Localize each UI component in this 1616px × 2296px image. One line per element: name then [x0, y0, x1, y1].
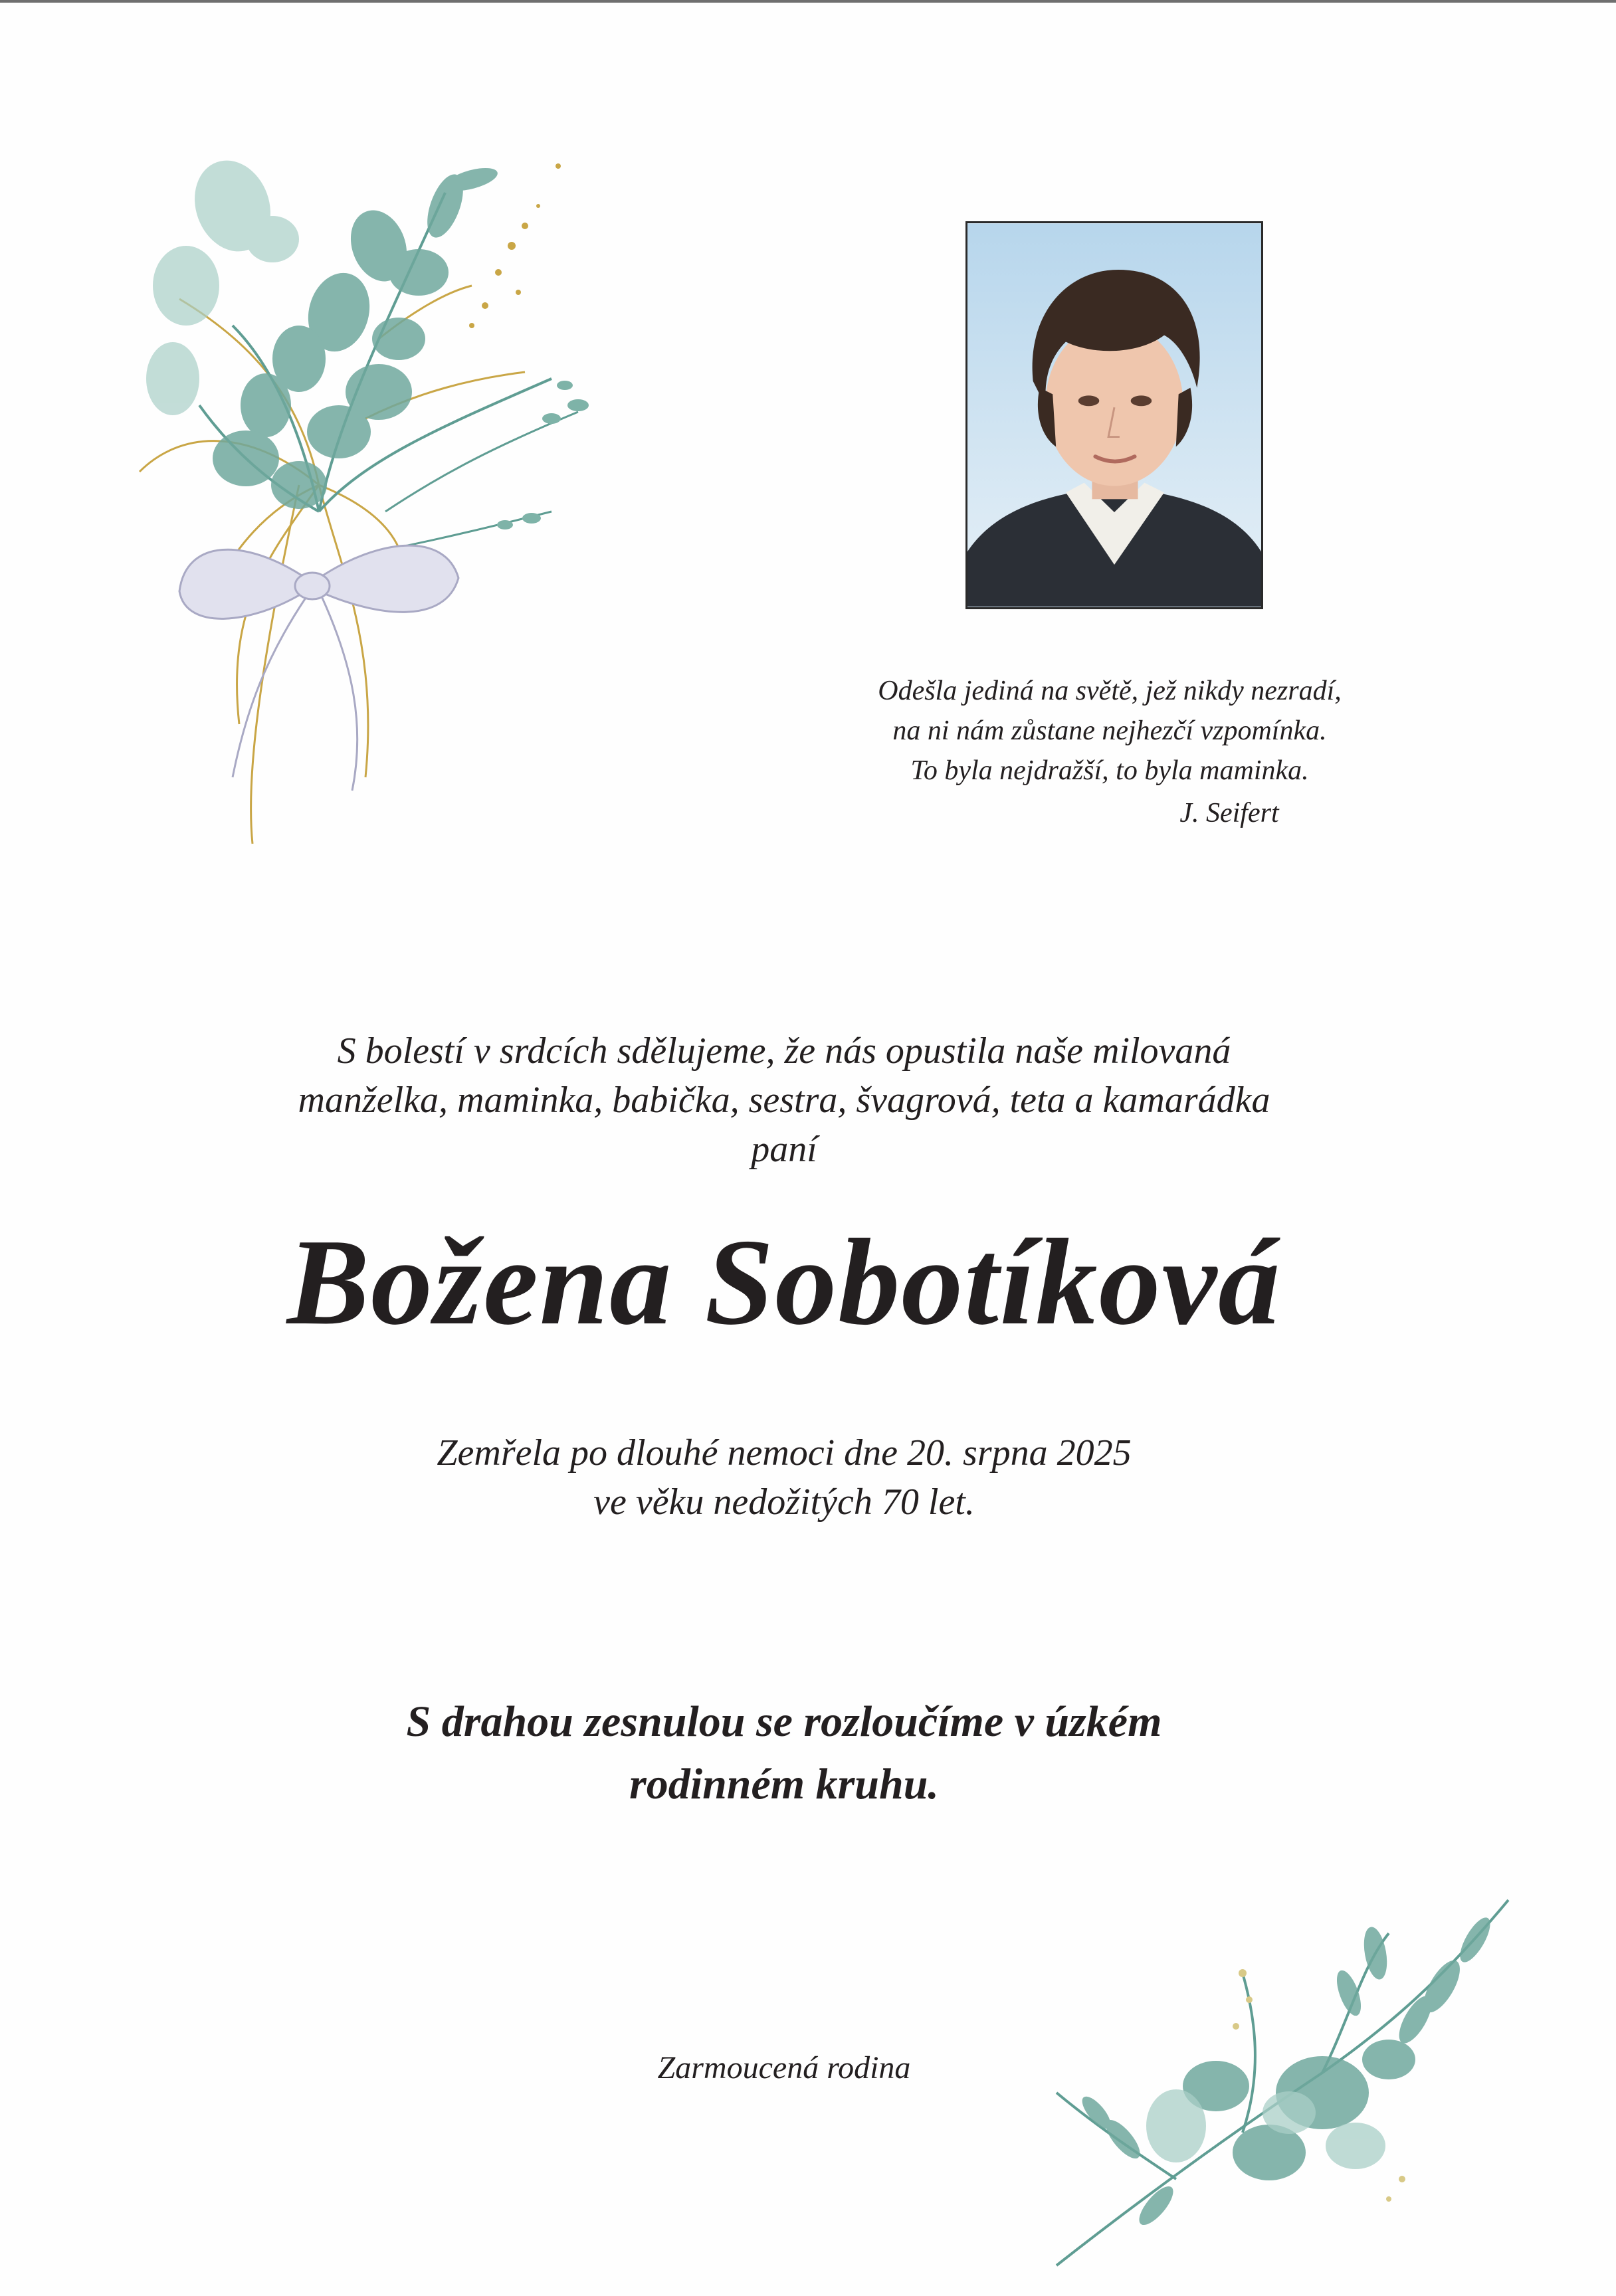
verse-author: J. Seifert	[1179, 798, 1279, 828]
family-signature: Zarmoucená rodina	[657, 2050, 911, 2085]
top-border	[0, 0, 1616, 3]
farewell-line: S drahou zesnulou se rozloučíme v úzkém	[406, 1697, 1162, 1746]
portrait-image	[967, 223, 1261, 607]
death-info-line: ve věku nedožitých 70 let.	[593, 1482, 975, 1523]
announcement-line: paní	[751, 1129, 817, 1170]
eucalyptus-branch-illustration	[1043, 1873, 1522, 2272]
announcement-line: manželka, maminka, babička, sestra, švagrová, teta a kamarádka	[298, 1080, 1270, 1121]
announcement-line: S bolestí v srdcích sdělujeme, že nás opustila naše milovaná	[337, 1030, 1231, 1072]
farewell-line: rodinném kruhu.	[629, 1760, 939, 1808]
announcement-text	[199, 1026, 1369, 1174]
verse-line: To byla nejdražší, to byla maminka.	[910, 755, 1309, 786]
portrait-photo	[965, 221, 1263, 609]
eucalyptus-bouquet-illustration	[100, 140, 631, 857]
verse-line: na ni nám zůstane nejhezčí vzpomínka.	[892, 716, 1327, 746]
deceased-name: Božena Sobotíková	[286, 1214, 1282, 1351]
death-info-line: Zemřela po dlouhé nemoci dne 20. srpna 2025	[437, 1432, 1132, 1474]
verse-line: Odešla jediná na světě, jež nikdy nezradí,	[878, 676, 1342, 706]
memorial-verse	[824, 671, 1395, 791]
farewell-notice	[199, 1691, 1369, 1816]
death-info	[266, 1428, 1302, 1527]
